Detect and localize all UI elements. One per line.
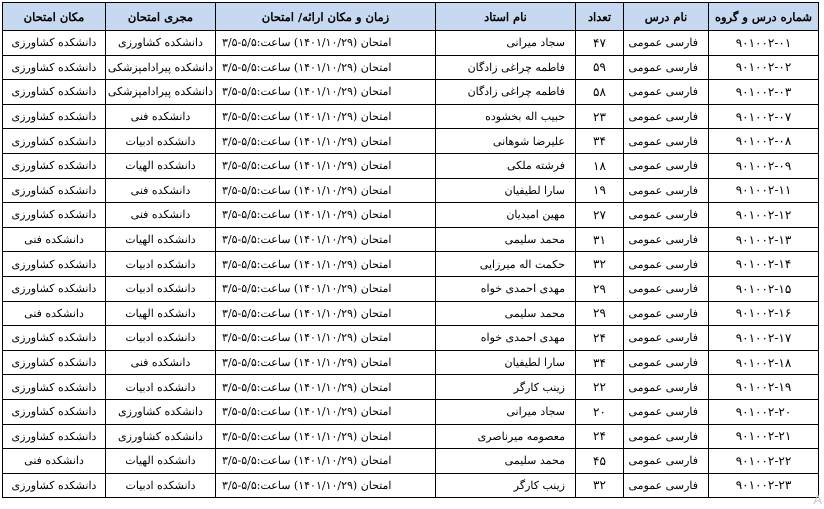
cell-course: فارسی عمومی (624, 375, 709, 400)
cell-organizer: دانشکده ادبیات (106, 276, 216, 301)
cell-count: ۳۱ (576, 227, 624, 252)
cell-teacher: فاطمه چراغی زادگان (436, 55, 576, 80)
table-row (3, 129, 819, 154)
cell-organizer: دانشکده ادبیات (106, 129, 216, 154)
table-row (3, 252, 819, 277)
cell-teacher: سارا لطیفیان (436, 350, 576, 375)
cell-teacher: سجاد میرانی (436, 31, 576, 56)
table-row (3, 178, 819, 203)
table-row (3, 350, 819, 375)
cell-teacher: مهین امیدیان (436, 203, 576, 228)
cell-course: فارسی عمومی (624, 424, 709, 449)
cell-teacher: محمد سلیمی (436, 449, 576, 474)
cell-course: فارسی عمومی (624, 104, 709, 129)
cell-location: دانشکده کشاورزی (3, 55, 106, 80)
cell-course: فارسی عمومی (624, 350, 709, 375)
header-location: مکان امتحان (3, 3, 106, 31)
cell-course: فارسی عمومی (624, 31, 709, 56)
cell-code: ۹۰۱۰۰۲-۱۲ (709, 203, 819, 228)
cell-organizer: دانشکده ادبیات (106, 252, 216, 277)
cell-count: ۱۹ (576, 178, 624, 203)
cell-teacher: محمد سلیمی (436, 301, 576, 326)
cell-course: فارسی عمومی (624, 203, 709, 228)
table-body (3, 31, 819, 498)
cell-exam-time: امتحان (۱۴۰۱/۱۰/۲۹) ساعت:۵/۵-۳/۵ (216, 301, 436, 326)
table-row (3, 424, 819, 449)
cell-teacher: سجاد میرانی (436, 399, 576, 424)
cell-count: ۵۹ (576, 55, 624, 80)
cell-organizer: دانشکده فنی (106, 203, 216, 228)
cell-location: دانشکده کشاورزی (3, 350, 106, 375)
table-header-row (3, 3, 819, 31)
cell-organizer: دانشکده فنی (106, 104, 216, 129)
table-row (3, 473, 819, 498)
cell-location: دانشکده فنی (3, 301, 106, 326)
header-code: شماره درس و گروه (709, 3, 819, 31)
cell-count: ۴۷ (576, 31, 624, 56)
cell-exam-time: امتحان (۱۴۰۱/۱۰/۲۹) ساعت:۵/۵-۳/۵ (216, 276, 436, 301)
cell-exam-time: امتحان (۱۴۰۱/۱۰/۲۹) ساعت:۵/۵-۳/۵ (216, 375, 436, 400)
cell-course: فارسی عمومی (624, 129, 709, 154)
cell-count: ۵۸ (576, 80, 624, 105)
cell-location: دانشکده کشاورزی (3, 203, 106, 228)
cell-location: دانشکده کشاورزی (3, 473, 106, 498)
cell-course: فارسی عمومی (624, 326, 709, 351)
cell-code: ۹۰۱۰۰۲-۲۰ (709, 399, 819, 424)
cell-organizer: دانشکده فنی (106, 178, 216, 203)
cell-exam-time: امتحان (۱۴۰۱/۱۰/۲۹) ساعت:۵/۵-۳/۵ (216, 473, 436, 498)
cell-course: فارسی عمومی (624, 252, 709, 277)
table-row (3, 301, 819, 326)
cell-exam-time: امتحان (۱۴۰۱/۱۰/۲۹) ساعت:۵/۵-۳/۵ (216, 203, 436, 228)
cell-code: ۹۰۱۰۰۲-۲۱ (709, 424, 819, 449)
cell-code: ۹۰۱۰۰۲-۱۷ (709, 326, 819, 351)
cell-teacher: مهدی احمدی خواه (436, 326, 576, 351)
cell-location: دانشکده کشاورزی (3, 375, 106, 400)
cell-course: فارسی عمومی (624, 276, 709, 301)
cell-teacher: حبیب اله بخشوده (436, 104, 576, 129)
cell-count: ۲۳ (576, 104, 624, 129)
cell-code: ۹۰۱۰۰۲-۱۵ (709, 276, 819, 301)
cell-teacher: فرشته ملکی (436, 153, 576, 178)
cell-teacher: زینب کارگر (436, 375, 576, 400)
exam-schedule-table (2, 2, 819, 498)
cell-location: دانشکده کشاورزی (3, 326, 106, 351)
cell-location: دانشکده کشاورزی (3, 80, 106, 105)
cell-exam-time: امتحان (۱۴۰۱/۱۰/۲۹) ساعت:۵/۵-۳/۵ (216, 31, 436, 56)
cell-exam-time: امتحان (۱۴۰۱/۱۰/۲۹) ساعت:۵/۵-۳/۵ (216, 252, 436, 277)
cell-location: دانشکده کشاورزی (3, 31, 106, 56)
cell-exam-time: امتحان (۱۴۰۱/۱۰/۲۹) ساعت:۵/۵-۳/۵ (216, 80, 436, 105)
table-row (3, 276, 819, 301)
cell-code: ۹۰۱۰۰۲-۱۹ (709, 375, 819, 400)
cell-exam-time: امتحان (۱۴۰۱/۱۰/۲۹) ساعت:۵/۵-۳/۵ (216, 178, 436, 203)
cell-count: ۳۲ (576, 252, 624, 277)
cell-organizer: دانشکده الهیات (106, 449, 216, 474)
cell-exam-time: امتحان (۱۴۰۱/۱۰/۲۹) ساعت:۵/۵-۳/۵ (216, 449, 436, 474)
table-row (3, 55, 819, 80)
cell-code: ۹۰۱۰۰۲-۰۲ (709, 55, 819, 80)
cell-count: ۲۴ (576, 424, 624, 449)
cell-count: ۲۰ (576, 399, 624, 424)
table-row (3, 203, 819, 228)
table-row (3, 104, 819, 129)
cell-code: ۹۰۱۰۰۲-۱۴ (709, 252, 819, 277)
cell-exam-time: امتحان (۱۴۰۱/۱۰/۲۹) ساعت:۵/۵-۳/۵ (216, 129, 436, 154)
table-row (3, 449, 819, 474)
table-row (3, 326, 819, 351)
cell-count: ۲۲ (576, 375, 624, 400)
cell-code: ۹۰۱۰۰۲-۱۱ (709, 178, 819, 203)
cell-course: فارسی عمومی (624, 55, 709, 80)
cell-code: ۹۰۱۰۰۲-۱۶ (709, 301, 819, 326)
cell-organizer: دانشکده کشاورزی (106, 399, 216, 424)
cell-organizer: دانشکده کشاورزی (106, 31, 216, 56)
table-row (3, 375, 819, 400)
cell-organizer: دانشکده الهیات (106, 227, 216, 252)
watermark-text: A (813, 492, 822, 507)
cell-organizer: دانشکده فنی (106, 350, 216, 375)
cell-teacher: زینب کارگر (436, 473, 576, 498)
cell-course: فارسی عمومی (624, 449, 709, 474)
cell-teacher: سارا لطیفیان (436, 178, 576, 203)
cell-organizer: دانشکده ادبیات (106, 473, 216, 498)
cell-location: دانشکده کشاورزی (3, 276, 106, 301)
cell-course: فارسی عمومی (624, 153, 709, 178)
cell-location: دانشکده کشاورزی (3, 178, 106, 203)
cell-exam-time: امتحان (۱۴۰۱/۱۰/۲۹) ساعت:۵/۵-۳/۵ (216, 227, 436, 252)
cell-code: ۹۰۱۰۰۲-۲۳ (709, 473, 819, 498)
table-row (3, 153, 819, 178)
cell-count: ۲۹ (576, 276, 624, 301)
cell-teacher: مهدی احمدی خواه (436, 276, 576, 301)
cell-exam-time: امتحان (۱۴۰۱/۱۰/۲۹) ساعت:۵/۵-۳/۵ (216, 424, 436, 449)
cell-organizer: دانشکده پیرادامپزشکی (106, 80, 216, 105)
cell-code: ۹۰۱۰۰۲-۰۸ (709, 129, 819, 154)
cell-teacher: معصومه میرناصری (436, 424, 576, 449)
table-row (3, 80, 819, 105)
header-exam-time: زمان و مکان ارائه/ امتحان (216, 3, 436, 31)
cell-exam-time: امتحان (۱۴۰۱/۱۰/۲۹) ساعت:۵/۵-۳/۵ (216, 326, 436, 351)
cell-location: دانشکده فنی (3, 449, 106, 474)
cell-location: دانشکده کشاورزی (3, 104, 106, 129)
cell-code: ۹۰۱۰۰۲-۰۳ (709, 80, 819, 105)
cell-location: دانشکده کشاورزی (3, 252, 106, 277)
cell-exam-time: امتحان (۱۴۰۱/۱۰/۲۹) ساعت:۵/۵-۳/۵ (216, 104, 436, 129)
cell-location: دانشکده کشاورزی (3, 129, 106, 154)
cell-teacher: محمد سلیمی (436, 227, 576, 252)
cell-code: ۹۰۱۰۰۲-۰۷ (709, 104, 819, 129)
cell-code: ۹۰۱۰۰۲-۱۸ (709, 350, 819, 375)
cell-count: ۴۵ (576, 449, 624, 474)
cell-count: ۲۷ (576, 203, 624, 228)
cell-course: فارسی عمومی (624, 178, 709, 203)
table-row (3, 227, 819, 252)
cell-organizer: دانشکده ادبیات (106, 375, 216, 400)
cell-location: دانشکده فنی (3, 227, 106, 252)
cell-count: ۲۹ (576, 301, 624, 326)
cell-code: ۹۰۱۰۰۲-۰۱ (709, 31, 819, 56)
header-teacher: نام استاد (436, 3, 576, 31)
cell-organizer: دانشکده الهیات (106, 301, 216, 326)
table-row (3, 31, 819, 56)
cell-count: ۳۲ (576, 473, 624, 498)
cell-code: ۹۰۱۰۰۲-۱۳ (709, 227, 819, 252)
cell-count: ۱۸ (576, 153, 624, 178)
cell-count: ۳۴ (576, 350, 624, 375)
cell-exam-time: امتحان (۱۴۰۱/۱۰/۲۹) ساعت:۵/۵-۳/۵ (216, 350, 436, 375)
table-row (3, 399, 819, 424)
cell-organizer: دانشکده ادبیات (106, 326, 216, 351)
cell-course: فارسی عمومی (624, 473, 709, 498)
cell-teacher: فاطمه چراغی زادگان (436, 80, 576, 105)
cell-course: فارسی عمومی (624, 399, 709, 424)
header-count: تعداد (576, 3, 624, 31)
cell-exam-time: امتحان (۱۴۰۱/۱۰/۲۹) ساعت:۵/۵-۳/۵ (216, 399, 436, 424)
cell-code: ۹۰۱۰۰۲-۲۲ (709, 449, 819, 474)
cell-course: فارسی عمومی (624, 301, 709, 326)
cell-teacher: حکمت اله میرزایی (436, 252, 576, 277)
cell-code: ۹۰۱۰۰۲-۰۹ (709, 153, 819, 178)
cell-location: دانشکده کشاورزی (3, 153, 106, 178)
cell-course: فارسی عمومی (624, 227, 709, 252)
cell-exam-time: امتحان (۱۴۰۱/۱۰/۲۹) ساعت:۵/۵-۳/۵ (216, 55, 436, 80)
cell-location: دانشکده کشاورزی (3, 399, 106, 424)
cell-count: ۲۴ (576, 326, 624, 351)
cell-location: دانشکده کشاورزی (3, 424, 106, 449)
cell-teacher: علیرضا شوهانی (436, 129, 576, 154)
exam-schedule-table-wrap (2, 2, 818, 498)
cell-exam-time: امتحان (۱۴۰۱/۱۰/۲۹) ساعت:۵/۵-۳/۵ (216, 153, 436, 178)
cell-course: فارسی عمومی (624, 80, 709, 105)
cell-organizer: دانشکده الهیات (106, 153, 216, 178)
header-organizer: مجری امتحان (106, 3, 216, 31)
cell-organizer: دانشکده پیرادامپزشکی (106, 55, 216, 80)
cell-count: ۳۴ (576, 129, 624, 154)
header-course: نام درس (624, 3, 709, 31)
cell-organizer: دانشکده کشاورزی (106, 424, 216, 449)
